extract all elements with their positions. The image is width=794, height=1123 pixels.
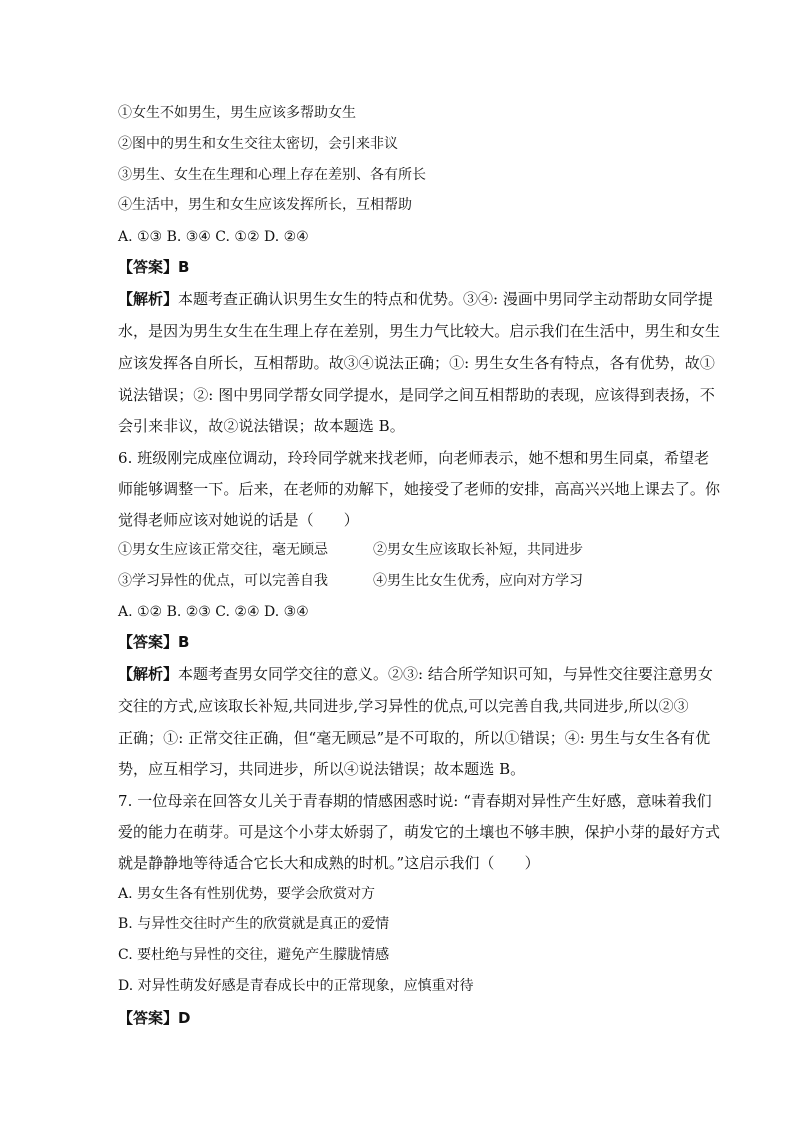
q6-option-4: ④男生比女生优秀，应向对方学习: [373, 573, 583, 589]
answer-tag: 【答案】: [118, 633, 179, 651]
q5-analysis-line-2: 水，是因为男生女生在生理上存在差别，男生力气比较大。启示我们在生活中，男生和女生: [118, 322, 721, 340]
q7-option-d: D. 对异性萌发好感是青春成长中的正常现象，应慎重对待: [118, 978, 474, 994]
answer-value: D: [178, 1009, 191, 1027]
q6-stem-line-1: 6. 班级刚完成座位调动，玲玲同学就来找老师，向老师表示，她不想和男生同桌，希望老: [118, 449, 710, 467]
q5-option-1: ①女生不如男生，男生应该多帮助女生: [118, 105, 356, 121]
analysis-text: 本题考查男女同学交往的意义。②③: 结合所学知识可知，与异性交往要注意男女: [178, 665, 713, 683]
q7-stem-line-1: 7. 一位母亲在回答女儿关于青春期的情感困惑时说: “青春期对异性产生好感，意味着我们: [118, 792, 712, 810]
answer-value: B: [178, 258, 190, 276]
q7-answer: [118, 1009, 678, 1027]
q6-analysis-line-3: 正确；①: 正常交往正确，但“毫无顾忌”是不可取的，所以①错误；④: 男生与女生各有优: [118, 729, 711, 747]
q5-analysis-line-4: 说法错误；②: 图中男同学帮女同学提水，是同学之间互相帮助的表现，应该得到表扬，不: [118, 386, 715, 404]
q6-analysis-line-4: 势，应互相学习，共同进步，所以④说法错误；故本题选 B。: [118, 760, 526, 778]
q5-analysis-line-3: 应该发挥各自所长，互相帮助。故③④说法正确；①: 男生女生各有特点，各有优势，故①: [118, 354, 715, 372]
analysis-tag: 【解析】: [118, 665, 179, 683]
q7-option-b: B. 与异性交往时产生的欣赏就是真正的爱情: [118, 916, 390, 932]
q7-option-c: C. 要杜绝与异性的交往，避免产生朦胧情感: [118, 947, 390, 963]
q6-analysis-line-1: [118, 665, 713, 683]
q7-option-a: A. 男女生各有性别优势，要学会欣赏对方: [118, 886, 376, 902]
q6-stem-line-3: 觉得老师应该对她说的话是（ ）: [118, 511, 359, 529]
analysis-text: 本题考查正确认识男生女生的特点和优势。③④: 漫画中男同学主动帮助女同学提: [178, 290, 713, 308]
q7-stem-line-2: 爱的能力在萌芽。可是这个小芽太娇弱了，萌发它的土壤也不够丰腴，保护小芽的最好方式: [118, 823, 721, 841]
q5-answer: [118, 258, 678, 276]
q7-stem-line-3: 就是静静地等待适合它长大和成熟的时机。”这启示我们（ ）: [118, 854, 540, 872]
q5-option-3: ③男生、女生在生理和心理上存在差别、各有所长: [118, 167, 426, 183]
q5-choices: A. ①③ B. ③④ C. ①② D. ②④: [118, 229, 309, 245]
q6-answer: [118, 633, 678, 651]
q5-option-2: ②图中的男生和女生交往太密切，会引来非议: [118, 136, 398, 152]
answer-tag: 【答案】: [118, 1009, 179, 1027]
q5-option-4: ④生活中，男生和女生应该发挥所长，互相帮助: [118, 197, 412, 213]
q5-analysis-line-5: 会引来非议，故②说法错误；故本题选 B。: [118, 417, 405, 435]
q6-option-2: ②男女生应该取长补短，共同进步: [373, 542, 583, 558]
q6-stem-line-2: 师能够调整一下。后来，在老师的劝解下，她接受了老师的安排，高高兴兴地上课去了。你: [118, 480, 721, 498]
q6-analysis-line-2: 交往的方式,应该取长补短,共同进步,学习异性的优点,可以完善自我,共同进步,所以②③: [118, 697, 689, 715]
q6-option-3: ③学习异性的优点，可以完善自我: [118, 573, 328, 589]
q6-choices: A. ①② B. ②③ C. ②④ D. ③④: [118, 604, 309, 620]
q5-analysis-line-1: [118, 290, 713, 308]
answer-value: B: [178, 633, 190, 651]
answer-tag: 【答案】: [118, 258, 179, 276]
q6-option-1: ①男女生应该正常交往，毫无顾忌: [118, 542, 328, 558]
analysis-tag: 【解析】: [118, 290, 179, 308]
